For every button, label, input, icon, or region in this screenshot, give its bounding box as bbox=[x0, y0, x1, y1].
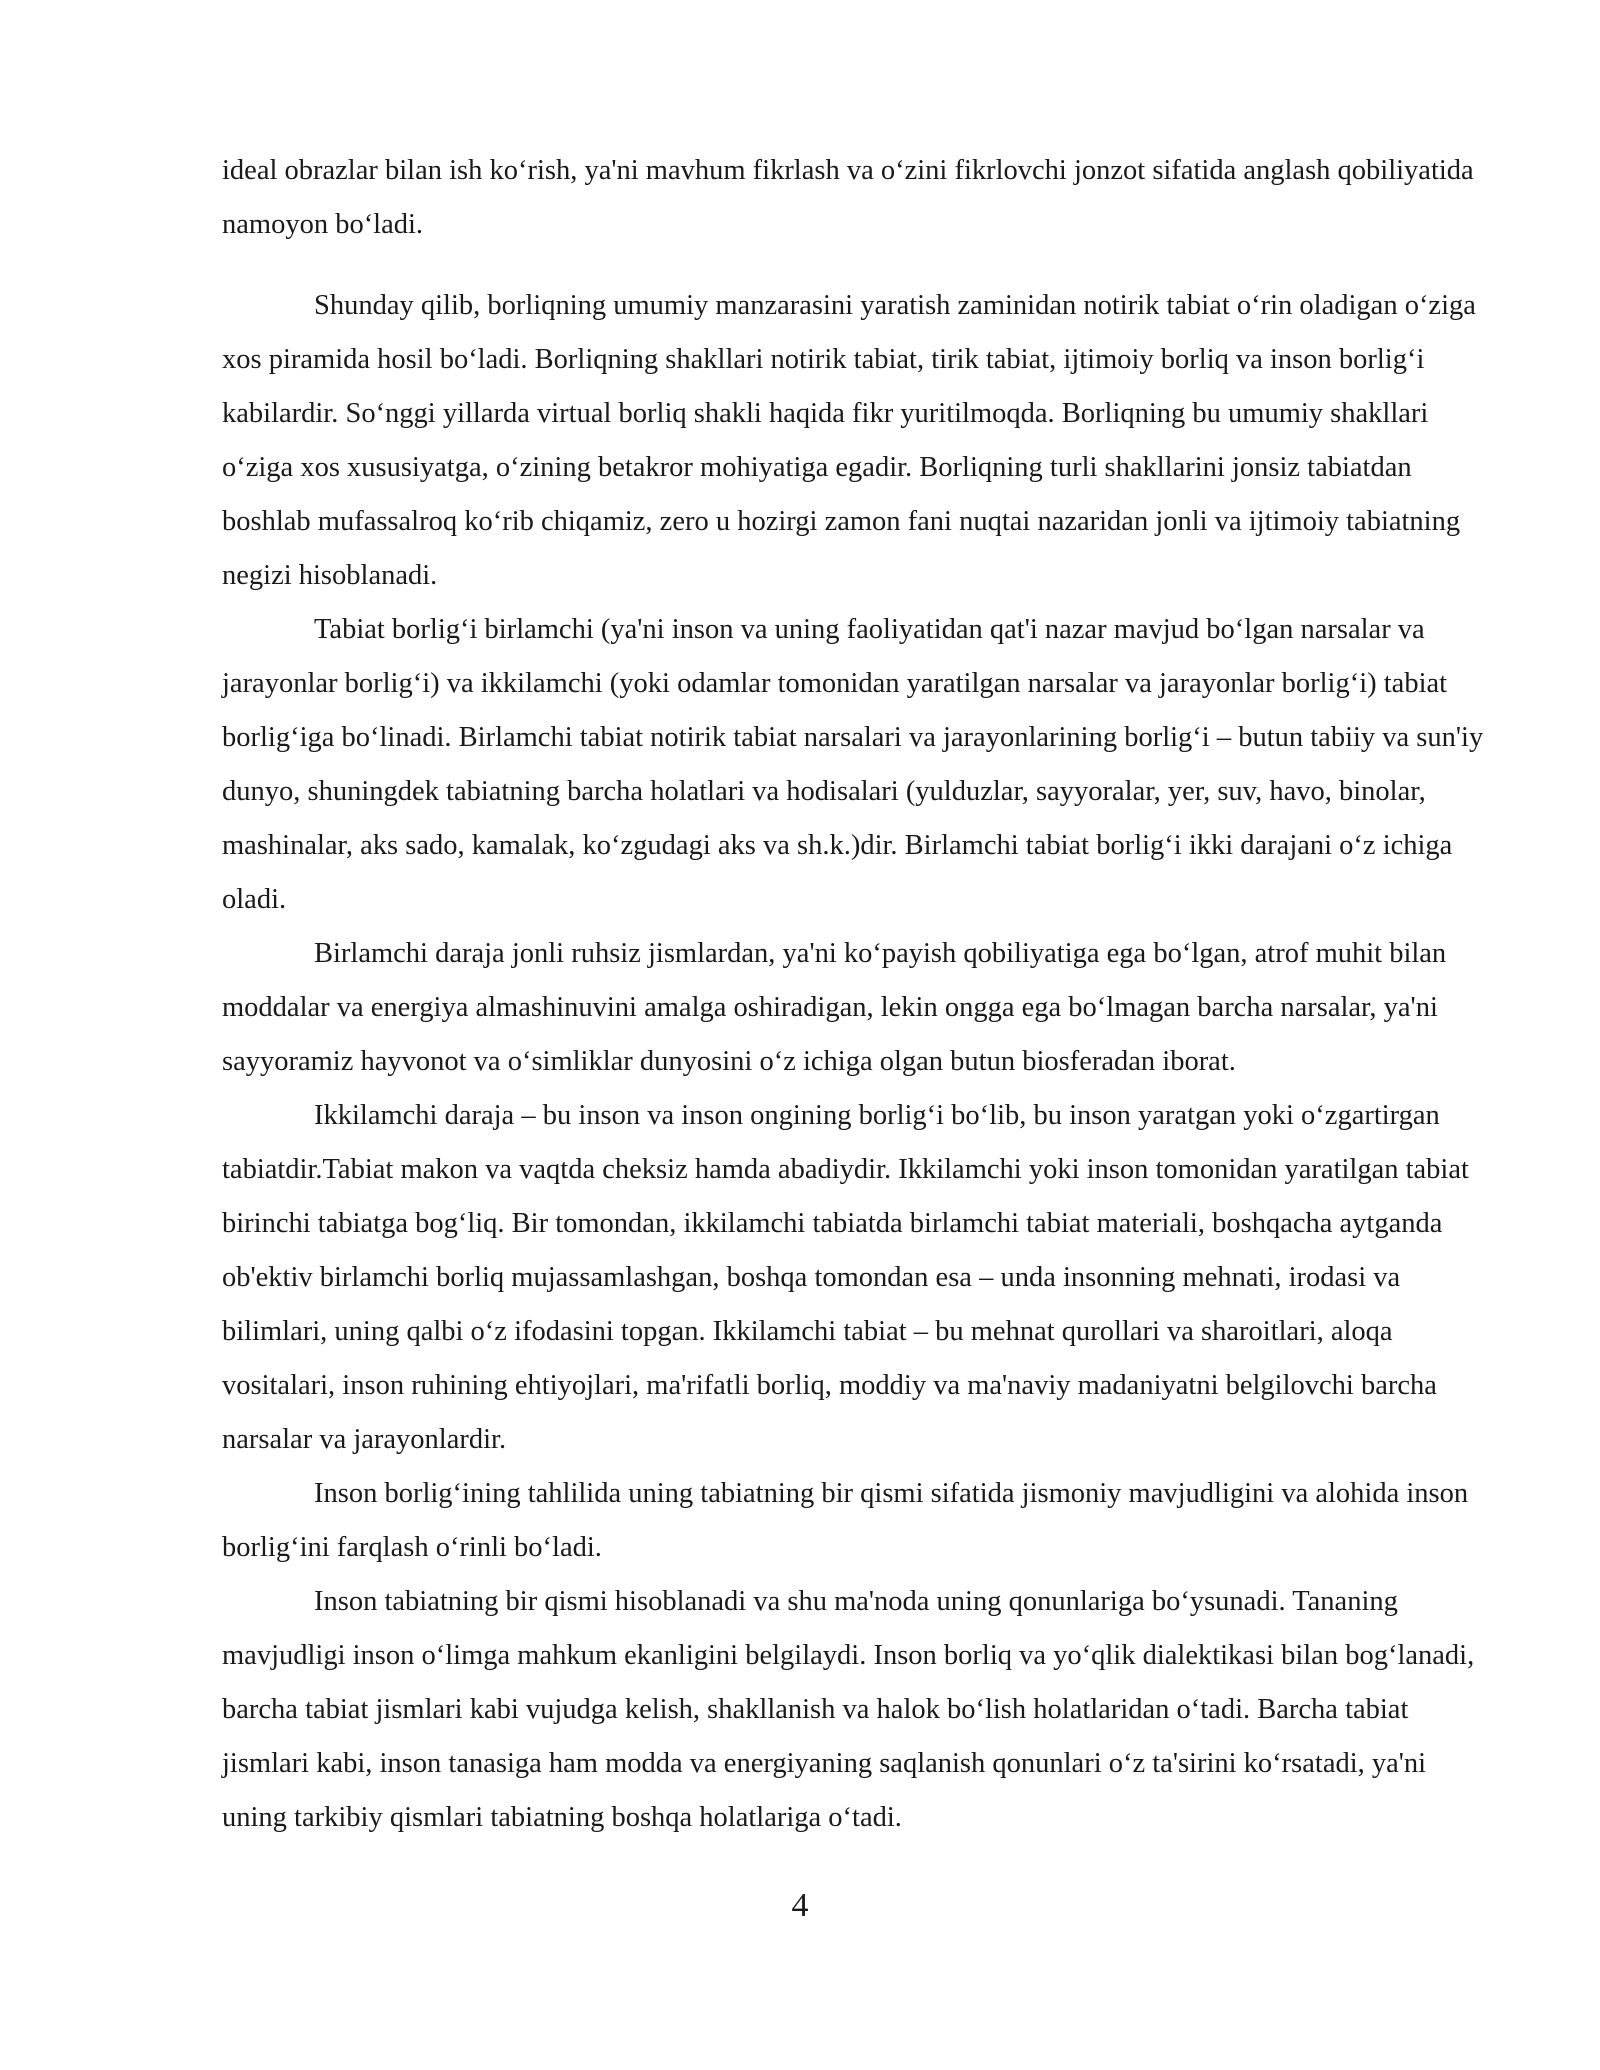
paragraph-5: Ikkilamchi daraja – bu inson va inson ongining borligʻi boʻlib, bu inson yaratgan yoki oʻzgartirgan tabiatdir.Tabiat makon va vaqtda cheksiz hamda abadiydir. Ikkilamchi yoki inson tomonidan yaratilgan tabiat birinchi tabiatga bogʻliq. Bir tomondan, ikkilamchi tabiatda birlamchi tabiat materiali, boshqacha aytganda ob'ektiv birlamchi borliq mujassamlashgan, boshqa tomondan esa – unda insonning mehnati, irodasi va bilimlari, uning qalbi oʻz ifodasini topgan. Ikkilamchi tabiat – bu mehnat qurollari va sharoitlari, aloqa vositalari, inson ruhining ehtiyojlari, ma'rifatli borliq, moddiy va ma'naviy madaniyatni belgilovchi barcha narsalar va jarayonlardir. bbox=[222, 1100, 1469, 1455]
paragraph-2: Shunday qilib, borliqning umumiy manzarasini yaratish zaminidan notirik tabiat oʻrin oladigan oʻziga xos piramida hosil boʻladi. Borliqning shakllari notirik tabiat, tirik tabiat, ijtimoiy borliq va inson borligʻi kabilardir. Soʻnggi yillarda virtual borliq shakli haqida fikr yuritilmoqda. Borliqning bu umumiy shakllari oʻziga xos xususiyatga, oʻzining betakror mohiyatiga egadir. Borliqning turli shakllarini jonsiz tabiatdan boshlab mufassalroq koʻrib chiqamiz, zero u hozirgi zamon fani nuqtai nazaridan jonli va ijtimoiy tabiatning negizi hisoblanadi. bbox=[222, 290, 1476, 591]
paragraph-3: Tabiat borligʻi birlamchi (ya'ni inson va uning faoliyatidan qat'i nazar mavjud boʻlgan narsalar va jarayonlar borligʻi) va ikkilamchi (yoki odamlar tomonidan yaratilgan narsalar va jarayonlar borligʻi) tabiat borligʻiga boʻlinadi. Birlamchi tabiat notirik tabiat narsalari va jarayonlarining borligʻi – butun tabiiy va sun'iy dunyo, shuningdek tabiatning barcha holatlari va hodisalari (yulduzlar, sayyoralar, yer, suv, havo, binolar, mashinalar, aks sado, kamalak, koʻzgudagi aks va sh.k.)dir. Birlamchi tabiat borligʻi ikki darajani oʻz ichiga oladi. bbox=[222, 614, 1484, 915]
paragraph-7: Inson tabiatning bir qismi hisoblanadi va shu ma'noda uning qonunlariga boʻysunadi. Tananing mavjudligi inson oʻlimga mahkum ekanligini belgilaydi. Inson borliq va yoʻqlik dialektikasi bilan bogʻlanadi, barcha tabiat jismlari kabi vujudga kelish, shakllanish va halok boʻlish holatlaridan oʻtadi. Barcha tabiat jismlari kabi, inson tanasiga ham modda va energiyaning saqlanish qonunlari oʻz ta'sirini koʻrsatadi, ya'ni uning tarkibiy qismlari tabiatning boshqa holatlariga oʻtadi. bbox=[222, 1586, 1475, 1833]
paragraph-6: Inson borligʻining tahlilida uning tabiatning bir qismi sifatida jismoniy mavjudligini va alohida inson borligʻini farqlash oʻrinli boʻladi. bbox=[222, 1478, 1469, 1563]
paragraph-1: ideal obrazlar bilan ish koʻrish, ya'ni mavhum fikrlash va oʻzini fikrlovchi jonzot sifatida anglash qobiliyatida namoyon boʻladi. bbox=[222, 155, 1474, 240]
page-number: 4 bbox=[791, 1887, 809, 1924]
paragraph-4: Birlamchi daraja jonli ruhsiz jismlardan, ya'ni koʻpayish qobiliyatiga ega boʻlgan, atrof muhit bilan moddalar va energiya almashinuvini amalga oshiradigan, lekin ongga ega boʻlmagan barcha narsalar, ya'ni sayyoramiz hayvonot va oʻsimliklar dunyosini oʻz ichiga olgan butun biosferadan iborat. bbox=[222, 938, 1447, 1077]
body-text bbox=[222, 144, 1484, 1845]
